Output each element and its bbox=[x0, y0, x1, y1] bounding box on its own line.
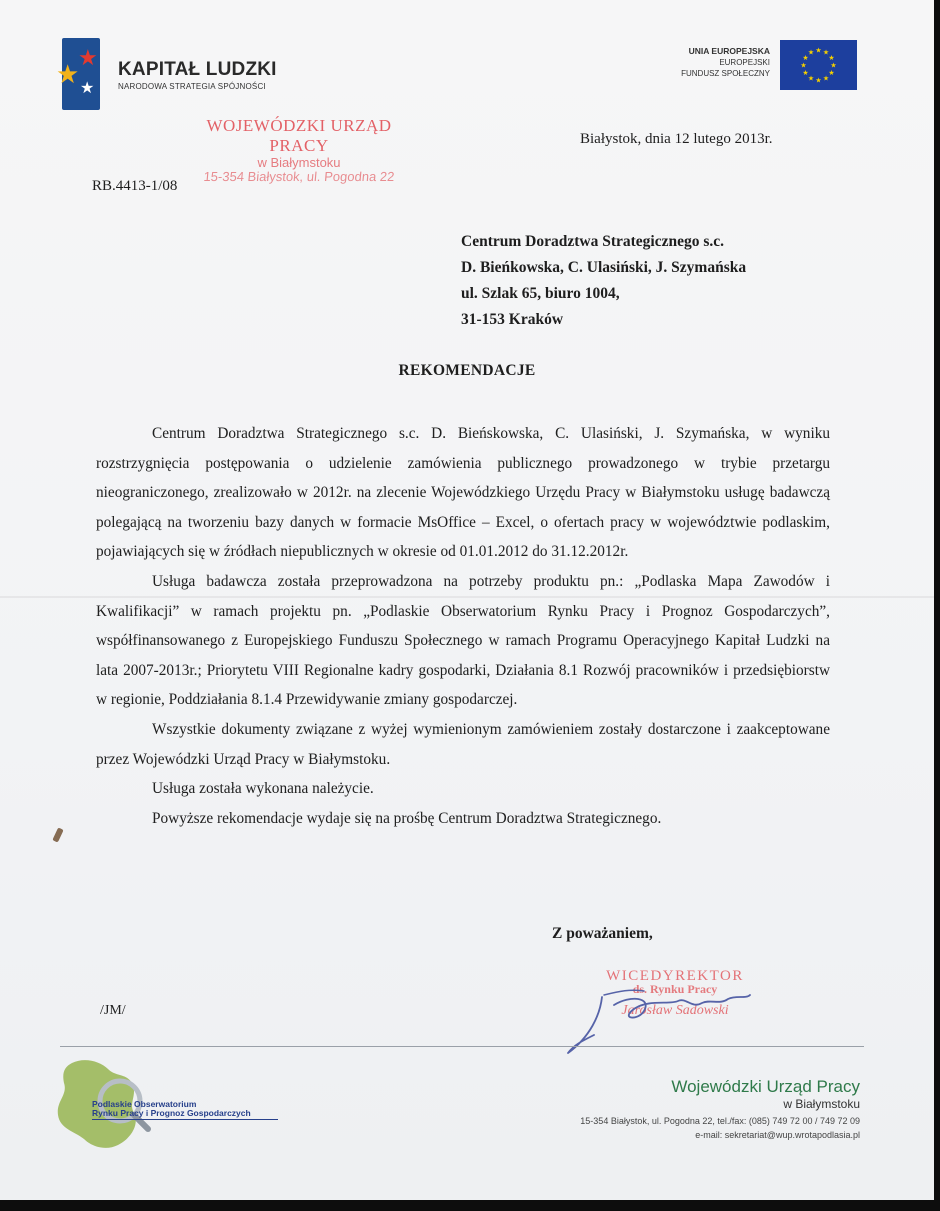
letter-heading: REKOMENDACJE bbox=[398, 362, 536, 379]
recipient-address bbox=[461, 229, 746, 333]
recipient-line-2: D. Bieńkowska, C. Ulasiński, J. Szymańska bbox=[461, 259, 747, 276]
kapital-ludzki-title: KAPITAŁ LUDZKI bbox=[118, 59, 277, 80]
eu-flag-icon bbox=[780, 40, 857, 90]
kapital-ludzki-logo bbox=[56, 38, 100, 110]
por-line-1: Podlaskie Obserwatorium bbox=[92, 1099, 197, 1109]
eu-star-icon: ★ bbox=[802, 69, 809, 77]
paragraph-3: Wszystkie dokumenty związane z wyżej wymienionym zamówieniem zostały dostarczone i zaakceptowane przez Wojewódzki Urząd Pracy w Białymstoku. bbox=[96, 720, 830, 768]
letter-date: Białystok, dnia 12 lutego 2013r. bbox=[580, 131, 773, 147]
por-underline bbox=[92, 1119, 278, 1120]
por-line-2: Rynku Pracy i Prognoz Gospodarczych bbox=[92, 1108, 251, 1118]
letter-body bbox=[96, 419, 830, 833]
kapital-ludzki-subtitle: NARODOWA STRATEGIA SPÓJNOŚCI bbox=[118, 82, 266, 91]
eu-star-icon: ★ bbox=[828, 69, 835, 77]
handwritten-signature bbox=[560, 975, 760, 1060]
eu-star-icon: ★ bbox=[802, 54, 809, 62]
eu-star-icon: ★ bbox=[807, 48, 815, 57]
paragraph-1: Centrum Doradztwa Strategicznego s.c. D. Bieńskowska, C. Ulasiński, J. Szymańska, w wyniku rozstrzygnięcia postępowania o udzielenie zamówienia publicznego prowadzonego w trybie przetargu nieograniczonego, zrealizowało w 2012r. na zlecenie Wojewódzkiego Urzędu Pracy w Białymstoku usługę badawczą polegającą na tworzeniu bazy danych w formacie MsOffice – Excel, o ofertach pracy w województwie podlaskim, pojawiających się w źródłach niepublicznych w okresie od 01.01.2012 do 31.12.2012r. bbox=[96, 425, 830, 561]
paragraph-4: Usługa została wykonana należycie. bbox=[152, 780, 374, 798]
reference-number: RB.4413-1/08 bbox=[92, 178, 178, 194]
recipient-line-1: Centrum Doradztwa Strategicznego s.c. bbox=[461, 233, 725, 250]
eu-star-icon: ★ bbox=[815, 46, 822, 55]
stamp-line-3: 15-354 Białystok, ul. Pogodna 22 bbox=[202, 169, 396, 184]
author-initials: /JM/ bbox=[100, 1003, 126, 1018]
paper-speck bbox=[52, 827, 63, 842]
footer-office-address: 15-354 Białystok, ul. Pogodna 22, tel./fax: (085) 749 72 00 / 749 72 09 bbox=[580, 1116, 860, 1126]
eu-line-1: UNIA EUROPEJSKA bbox=[688, 46, 770, 56]
stamp-line-2: w Białymstoku bbox=[257, 155, 341, 170]
eu-star-icon: ★ bbox=[800, 61, 807, 70]
eu-fund-label bbox=[681, 46, 770, 79]
eu-star-icon: ★ bbox=[830, 61, 837, 70]
footer-office-city: w Białymstoku bbox=[783, 1097, 860, 1111]
stamp-line-1: WOJEWÓDZKI URZĄD PRACY bbox=[206, 116, 392, 155]
signature-stamp-title: WICEDYREKTOR bbox=[606, 968, 744, 984]
eu-star-icon: ★ bbox=[807, 74, 815, 83]
signature-stamp-name: Jarosław Sadowski bbox=[621, 1003, 729, 1018]
eu-star-icon: ★ bbox=[822, 74, 830, 83]
eu-star-icon: ★ bbox=[815, 76, 822, 85]
office-stamp bbox=[176, 116, 422, 184]
footer-office-email: e-mail: sekretariat@wup.wrotapodlasia.pl bbox=[695, 1130, 860, 1140]
yellow-star-icon: ★ bbox=[56, 60, 80, 90]
signature-stamp-role: ds. Rynku Pracy bbox=[632, 982, 718, 996]
podlaskie-observatory-name bbox=[92, 1100, 251, 1118]
eu-star-icon: ★ bbox=[828, 54, 835, 62]
eu-line-3: FUNDUSZ SPOŁECZNY bbox=[681, 69, 770, 78]
footer-divider bbox=[60, 1046, 864, 1047]
closing-salutation: Z poważaniem, bbox=[552, 925, 653, 942]
eu-star-icon: ★ bbox=[822, 48, 830, 57]
recipient-line-3: ul. Szlak 65, biuro 1004, bbox=[461, 285, 620, 302]
footer-office-name: Wojewódzki Urząd Pracy bbox=[671, 1077, 860, 1096]
recipient-line-4: 31-153 Kraków bbox=[461, 311, 564, 328]
white-star-icon: ★ bbox=[80, 78, 95, 97]
paragraph-5: Powyższe rekomendacje wydaje się na prośbę Centrum Doradztwa Strategicznego. bbox=[152, 809, 662, 827]
eu-line-2: EUROPEJSKI bbox=[719, 58, 770, 67]
paragraph-2: Usługa badawcza została przeprowadzona na potrzeby produktu pn.: „Podlaska Mapa Zawodów i Kwalifikacji” w ramach projektu pn. „Podlaskie Obserwatorium Rynku Pracy i Prognoz Gospodarczych”, współfinansowanego z Europejskiego Funduszu Społecznego w ramach Programu Operacyjnego Kapitał Ludzki na lata 2007-2013r.; Priorytetu VIII Regionalne kadry gospodarki, Działania 8.1 Rozwój pracowników i przedsiębiorstw w regionie, Poddziałania 8.1.4 Przewidywanie zmiany gospodarczej. bbox=[96, 572, 830, 709]
red-star-icon: ★ bbox=[78, 46, 98, 71]
